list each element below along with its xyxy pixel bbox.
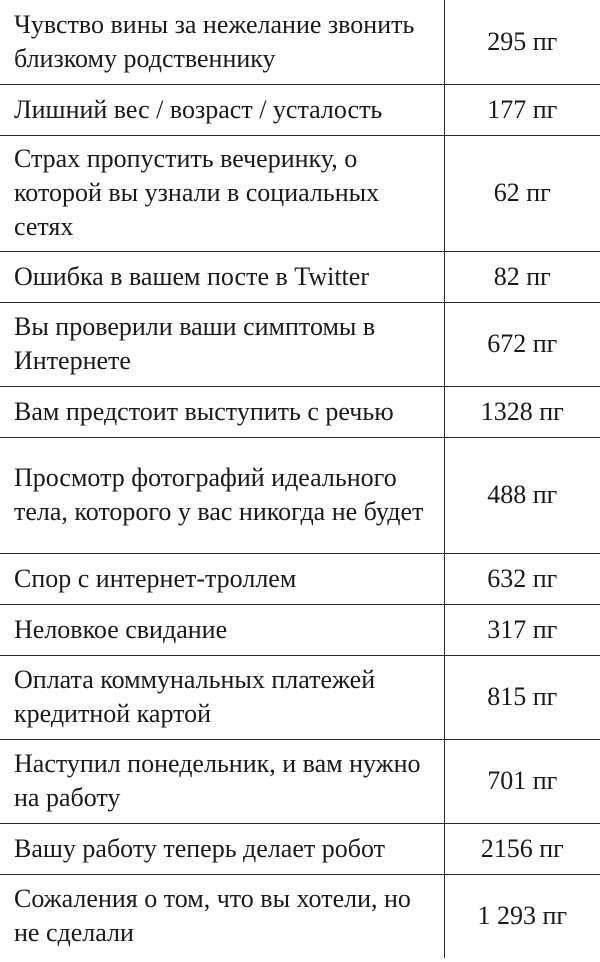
event-cell: Вы проверили ваши симптомы в Интернете [0, 302, 444, 386]
table-row [0, 135, 600, 251]
event-cell: Спор с интернет-троллем [0, 553, 444, 604]
event-cell: Просмотр фотографий идеального тела, которого у вас никогда не будет [0, 437, 444, 553]
event-cell: Чувство вины за нежелание звонить близкому родственнику [0, 0, 444, 84]
value-cell: 62 пг [444, 135, 600, 251]
value-cell: 2156 пг [444, 823, 600, 874]
event-cell: Неловкое свидание [0, 604, 444, 655]
event-cell: Ошибка в вашем посте в Twitter [0, 251, 444, 302]
value-cell: 701 пг [444, 739, 600, 823]
event-cell: Сожаления о том, что вы хотели, но не сделали [0, 874, 444, 958]
table-row [0, 386, 600, 437]
table-row [0, 251, 600, 302]
value-cell: 317 пг [444, 604, 600, 655]
event-cell: Вашу работу теперь делает робот [0, 823, 444, 874]
value-cell: 82 пг [444, 251, 600, 302]
event-cell: Оплата коммунальных платежей кредитной картой [0, 655, 444, 739]
event-cell: Наступил понедельник, и вам нужно на работу [0, 739, 444, 823]
value-cell: 672 пг [444, 302, 600, 386]
table-row [0, 0, 600, 84]
table-row [0, 874, 600, 958]
value-cell: 1 293 пг [444, 874, 600, 958]
table-row [0, 84, 600, 135]
value-cell: 177 пг [444, 84, 600, 135]
value-cell: 632 пг [444, 553, 600, 604]
value-cell: 815 пг [444, 655, 600, 739]
table-row [0, 302, 600, 386]
value-cell: 488 пг [444, 437, 600, 553]
event-cell: Вам предстоит выступить с речью [0, 386, 444, 437]
event-cell: Лишний вес / возраст / усталость [0, 84, 444, 135]
table-row [0, 739, 600, 823]
value-cell: 295 пг [444, 0, 600, 84]
table-row [0, 655, 600, 739]
event-cell: Страх пропустить вечеринку, о которой вы узнали в социальных сетях [0, 135, 444, 251]
table-row [0, 553, 600, 604]
table-row [0, 823, 600, 874]
table-row [0, 437, 600, 553]
table-row [0, 604, 600, 655]
value-cell: 1328 пг [444, 386, 600, 437]
